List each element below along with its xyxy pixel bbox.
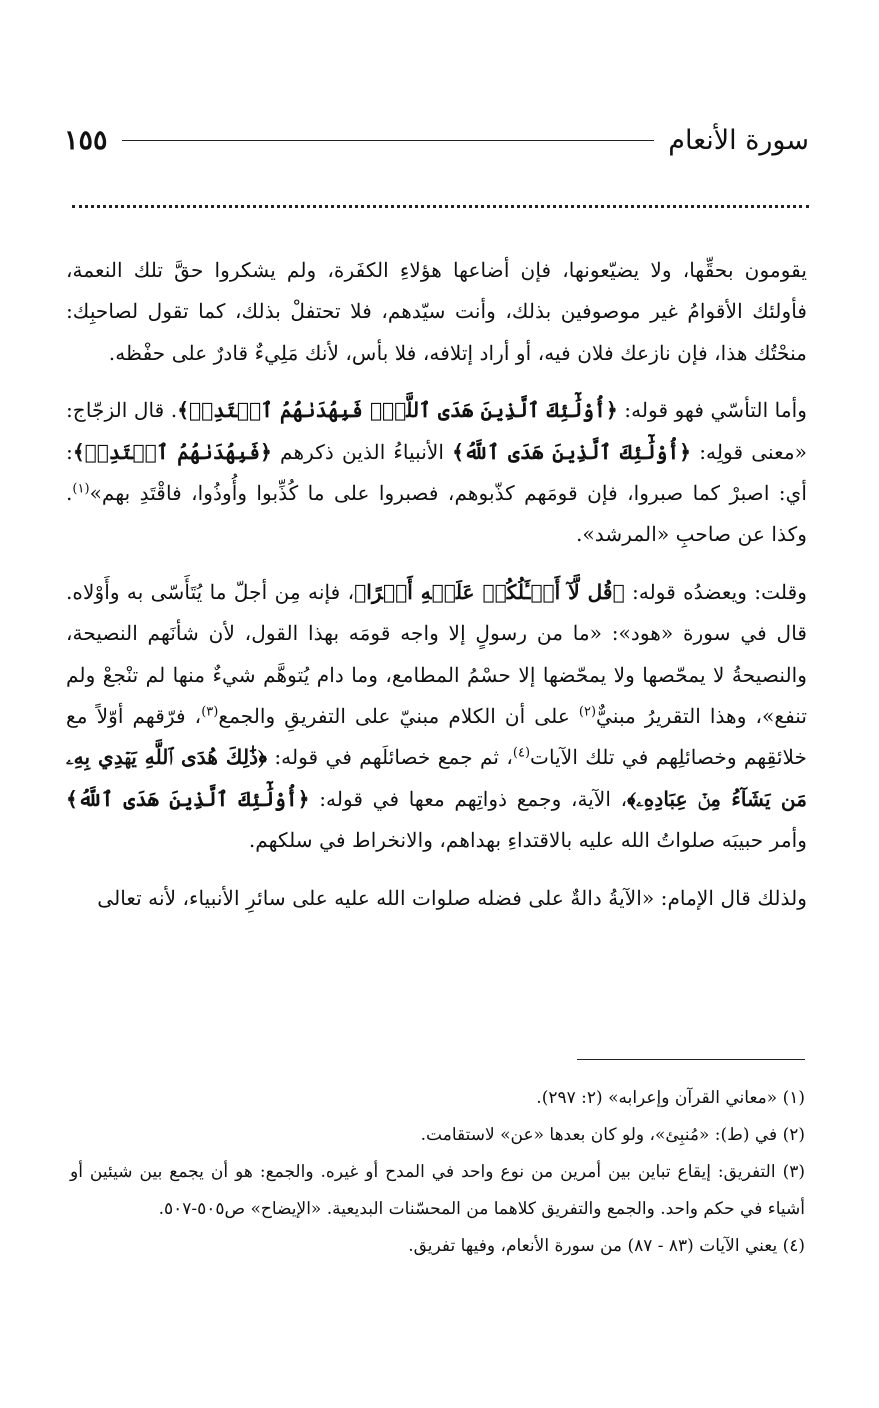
footnotes (70, 1080, 805, 1265)
text-segment: ، الآية، وجمع ذواتِهم معها في قوله: (309, 786, 628, 811)
page-number: ١٥٥ (64, 124, 108, 156)
paragraph-1: يقومون بحقِّها، ولا يضيّعونها، فإن أضاعها هؤلاءِ الكفَرة، ولم يشكروا حقَّ تلك النعمة، فأولئك الأقوامُ غير موصوفين بذلك، وأنت سيّدهم، فلا تحتفلْ بذلك، كما تقول لصاحبِك: منحْتُك هذا، فإن نازعك فلان فيه، أو أراد إتلافه، فلا بأس، لأنك مَلِيءٌ قادرٌ على حفْظه. (66, 258, 807, 365)
footnote-separator (577, 1059, 805, 1060)
text-segment: . وكذا عن صاحبِ «المرشد». (66, 481, 807, 547)
dotted-divider (72, 205, 809, 208)
text-segment: ، فإنه مِن أجلّ ما يُتَأَسّى به وأَوْلاه. قال في سورة «هود»: «ما من رسولٍ إلا واجه قومَه بهذا القول، لأن شأنَهم النصيحة، والنصيحةُ لا يمحّصها ولا يمحّضها إلا حسْمُ المطامع، وما دام يُتوهَّم شيءٌ منها لم تنْجعْ ولم تنفع»، وهذا التقريرُ مبنيٌّ (66, 579, 808, 729)
quran-verse: ﴿أُوْلَٰٓئِكَ ٱلَّذِينَ هَدَى ٱللَّهُ﴾ (66, 786, 310, 811)
footnote-ref-2[interactable]: (٢) (578, 704, 597, 720)
text-segment: على أن الكلام مبنيّ على التفريقِ والجمع (218, 704, 579, 729)
running-head (64, 118, 809, 162)
surah-title: سورة الأنعام (668, 124, 809, 156)
main-text (66, 250, 807, 935)
text-segment: : أي: اصبرْ كما صبروا، فإن قومَهم كذّبوهم، فصبروا على ما كُذِّبوا وأُوذُوا، فاقْتَدِ بهم» (66, 439, 807, 506)
paragraph-3 (66, 572, 807, 862)
quran-verse: ﴿ذَٰلِكَ هُدَى ٱللَّهِ يَهۡدِي بِهِۦ مَن يَشَآءُ مِنۡ عِبَادِهِۦ﴾ (66, 745, 808, 811)
footnote-3: (٣) التفريق: إيقاع تباين بين أمرين من نوع واحد في المدح أو غيره. والجمع: هو أن يجمع بين شيئين أو أشياء في حكم واحد. والجمع والتفريق كلاهما من المحسّنات البديعية. «الإيضاح» ص٥٠٥-٥٠٧. (70, 1162, 805, 1219)
footnote-ref-4[interactable]: (٤) (512, 745, 531, 761)
text-segment: وأما التأسّي فهو قوله: (617, 398, 807, 423)
quran-verse: ﴿أُوْلَٰٓئِكَ ٱلَّذِينَ هَدَى ٱللَّهُ﴾ (452, 439, 692, 464)
paragraph-2 (66, 390, 807, 556)
footnote-2: (٢) في (ط): «مُنبِئ»، ولو كان بعدها «عن» لاستقامت. (420, 1125, 805, 1145)
text-segment: . قال الزجّاج: «معنى قولِه: (66, 398, 808, 464)
footnote-1: (١) «معاني القرآن وإعرابه» (٢: ٢٩٧). (536, 1088, 805, 1108)
text-segment: وقلت: ويعضدُه قوله: (624, 579, 807, 604)
quran-verse: ﴿قُل لَّآ أَسۡـَٔلُكُمۡ عَلَيۡهِ أَجۡرًا﴾ (354, 579, 625, 604)
text-segment: ، ثم جمع خصائلَهم في قوله: (267, 745, 513, 770)
paragraph-4: ولذلك قال الإمام: «الآيةُ دالةٌ على فضله صلوات الله عليه على سائرِ الأنبياء، لأنه تعالى (97, 885, 807, 910)
footnote-ref-1[interactable]: (١) (72, 481, 90, 497)
text-segment: ، فرّقهم أوّلاً مع خلائقِهم وخصائلِهم في تلك الآيات (66, 704, 807, 770)
text-segment: الأنبياءُ الذين ذكرهم (271, 439, 453, 464)
quran-verse: ﴿فَبِهُدَىٰهُمُ ٱقۡتَدِهۡ﴾ (72, 439, 272, 464)
quran-verse: ﴿أُوْلَٰٓئِكَ ٱلَّذِينَ هَدَى ٱللَّهُۖ فَبِهُدَىٰهُمُ ٱقۡتَدِهۡ﴾ (177, 398, 618, 423)
footnote-ref-3[interactable]: (٣) (201, 704, 219, 720)
footnote-4: (٤) يعني الآيات (٨٣ - ٨٧) من سورة الأنعام، وفيها تفريق. (408, 1236, 805, 1256)
text-segment: وأمر حبيبَه صلواتُ الله عليه بالاقتداءِ بهداهم، والانخراط في سلكهم. (248, 828, 807, 853)
header-rule (122, 140, 655, 141)
